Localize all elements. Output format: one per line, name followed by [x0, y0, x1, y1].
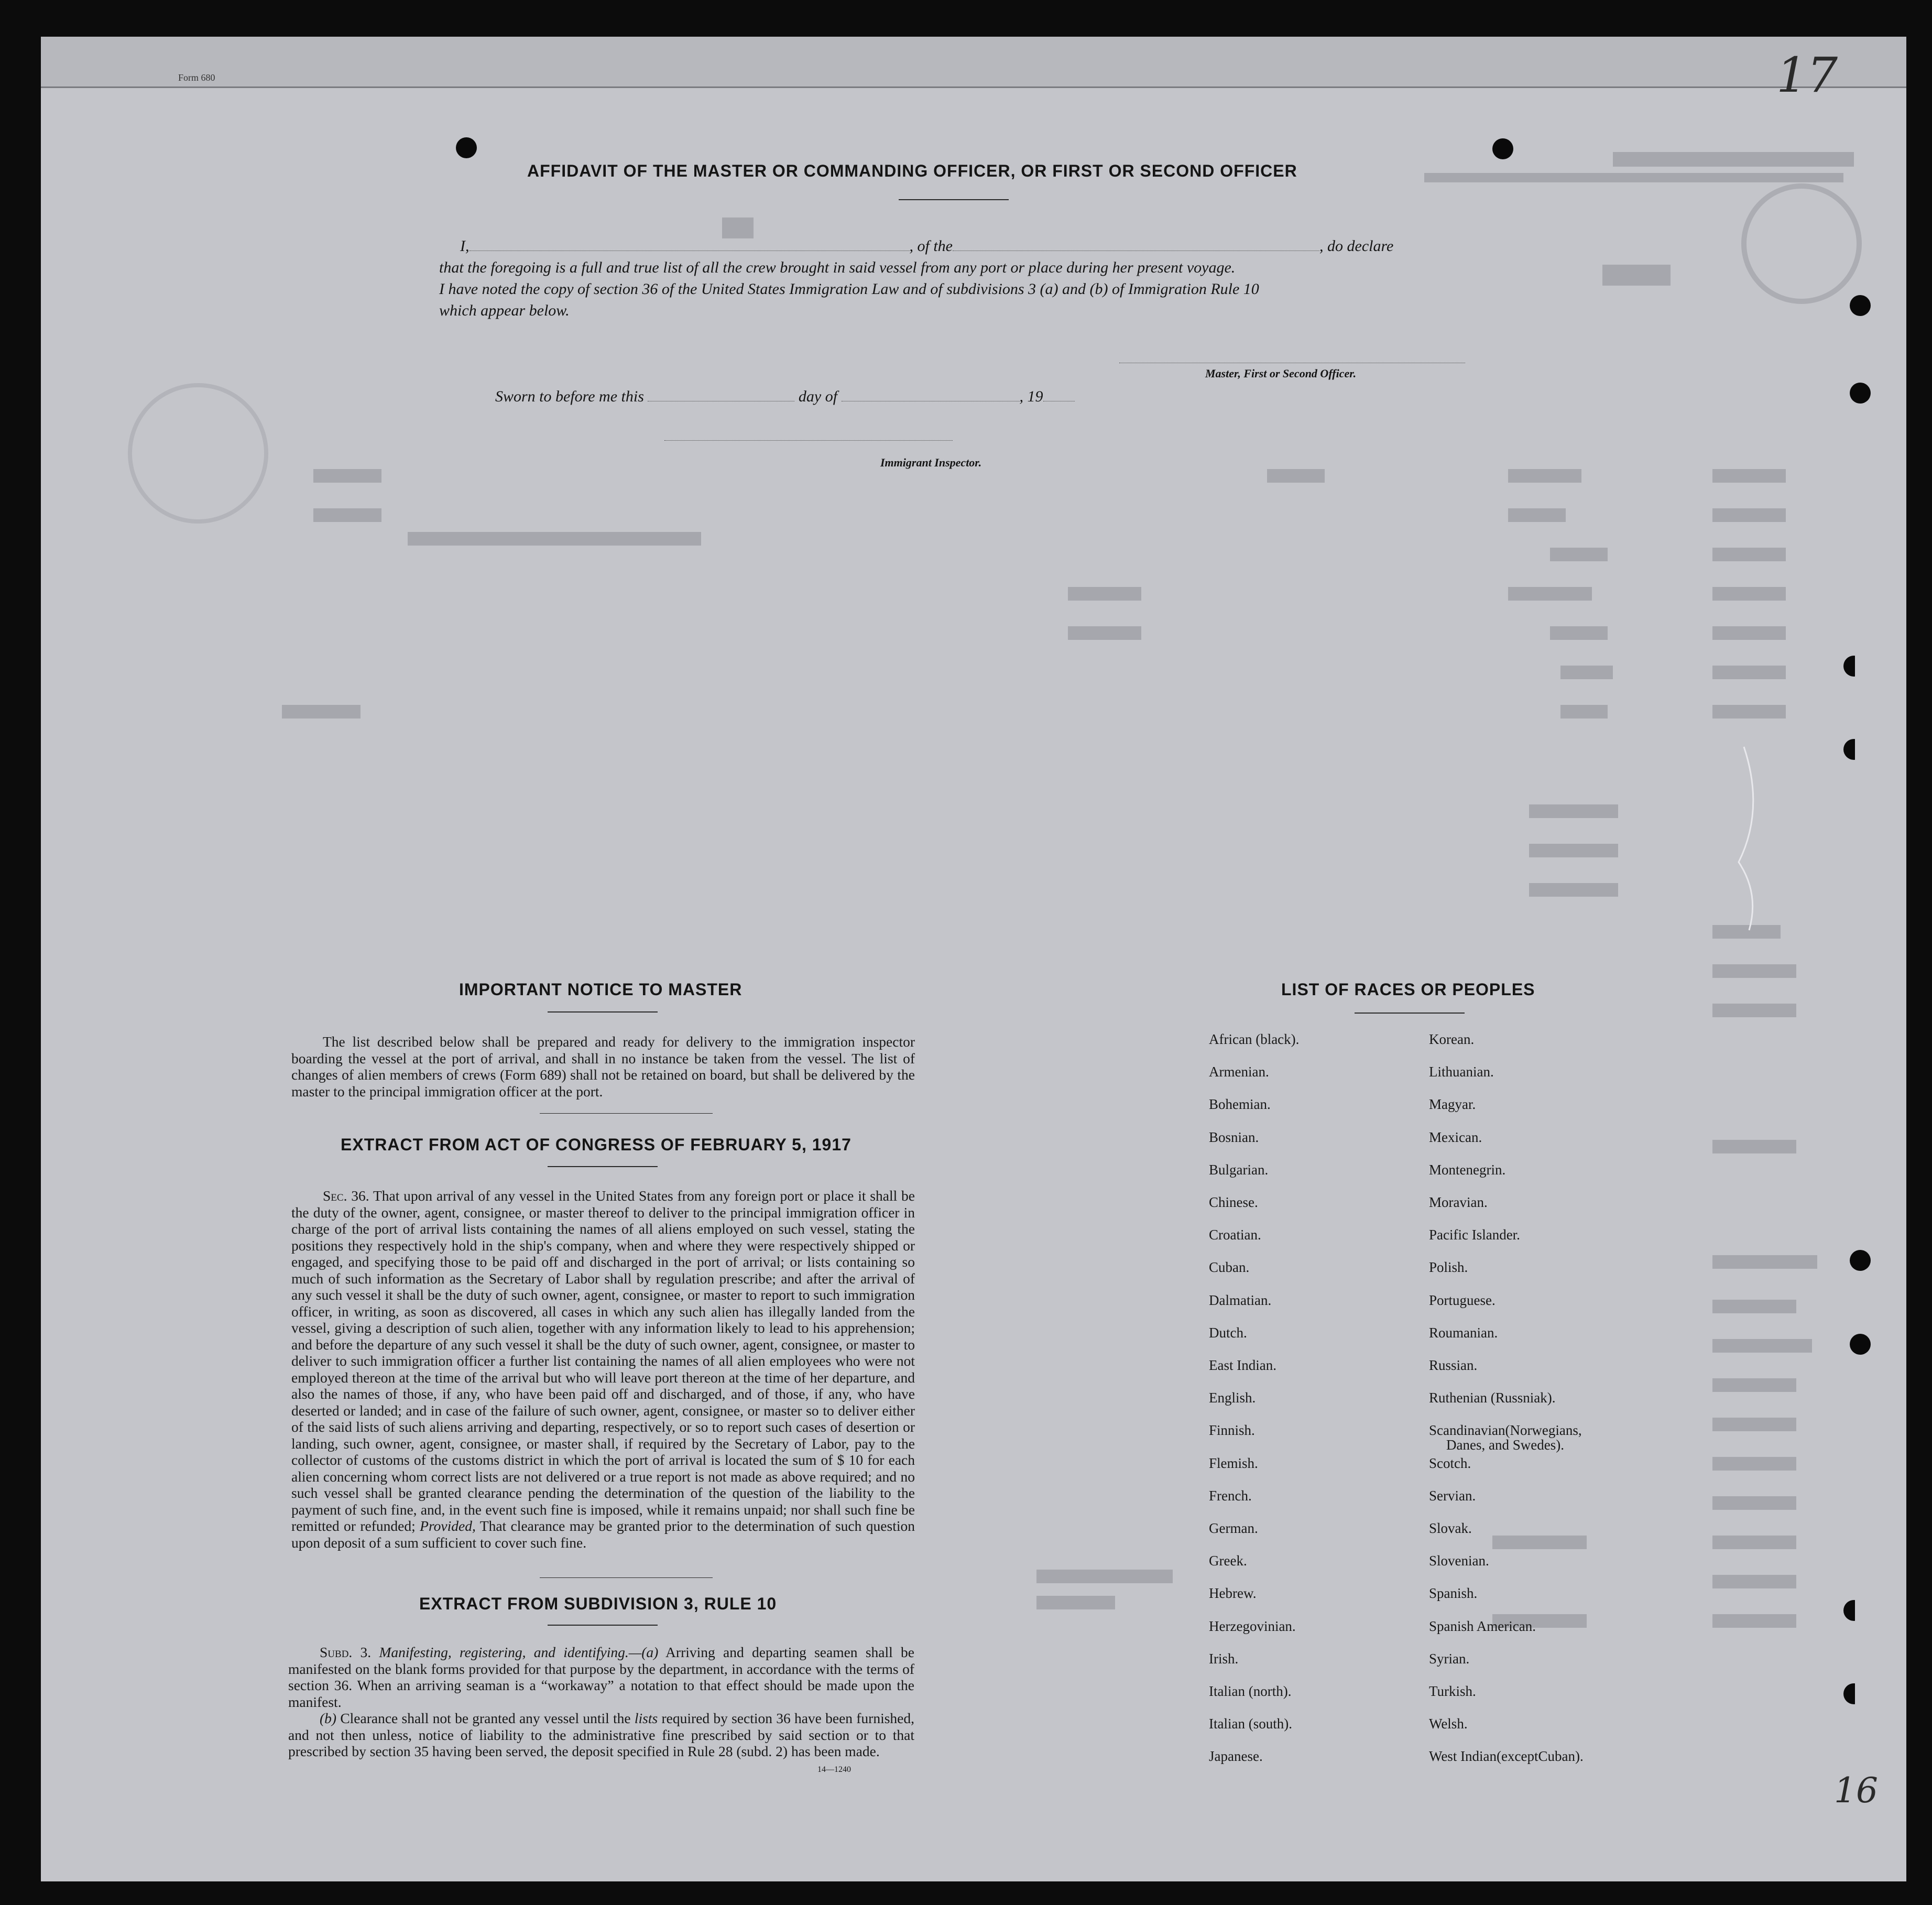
race-item: Chinese.: [1209, 1194, 1258, 1210]
ghost-mark: [1712, 1255, 1817, 1269]
form-code: 14—1240: [817, 1765, 851, 1774]
divider: [540, 1577, 713, 1578]
year-prefix: , 19: [1019, 388, 1043, 405]
notice-title: IMPORTANT NOTICE TO MASTER: [459, 980, 743, 999]
day-field[interactable]: [648, 385, 794, 401]
race-item: Slovak.: [1429, 1520, 1472, 1536]
ghost-mark: [1424, 173, 1843, 182]
race-item: German.: [1209, 1520, 1258, 1536]
ghost-mark: [1712, 964, 1796, 978]
vessel-field[interactable]: [953, 235, 1319, 251]
inspector-label: Immigrant Inspector.: [880, 456, 982, 469]
ghost-mark: [1529, 844, 1618, 857]
race-item: Dalmatian.: [1209, 1292, 1272, 1308]
ghost-mark: [1529, 804, 1618, 818]
rule10-b-label: (b): [320, 1710, 337, 1726]
race-item: Pacific Islander.: [1429, 1227, 1520, 1243]
rule10-subd-heading: Manifesting, registering, and identifying.—(a): [379, 1644, 659, 1660]
race-item: Japanese.: [1209, 1748, 1263, 1764]
race-item: Welsh.: [1429, 1716, 1468, 1732]
handwritten-page-number: 17: [1776, 47, 1838, 103]
race-item: English.: [1209, 1390, 1256, 1406]
ghost-scribble: [1739, 747, 1753, 930]
ghost-mark: [1712, 508, 1786, 522]
affidavit-i: I,: [460, 237, 470, 255]
act-text: That upon arrival of any vessel in the United States from any foreign port or place it shall be the duty of the owner, agent, consignee, or master thereof to deliver to the principal immigration officer in charge of the port of arrival lists containing the names of all aliens employed on such vessel, stating the positions they respectively hold in the ship's company, when and where they were respectively shipped or engaged, and specifying those to be paid off and discharged in the port of arrival; or lists containing so much of such information as the Secretary of Labor shall by regulation prescribe; and after the arrival of any such vessel it shall be the duty of such owner, agent, consignee, or master to report to such immigration officer, in writing, as soon as discovered, all cases in which any such alien has illegally landed from the vessel, giving a description of such alien, together with any information likely to lead to his apprehension; and before the departure of any such vessel it shall be the duty of such owner, agent, consignee, or master to deliver to such immigration officer a further list containing the names of all alien employees who were not employed thereon at the time of the arrival but who will leave port thereon at the time of her departure, and also the names of those, if any, who have been paid off and discharged, and of those, if any, who have deserted or landed; and in case of the failure of such owner, agent, consignee, or master so to deliver either of the said lists of such aliens arriving and departing, respectively, or so to report such cases of desertion or landing, such owner, agent, consignee, or master shall, if required by the Secretary of Labor, pay to the collector of customs of the customs district in which the port of arrival is located the sum of $ 10 for each alien concerning whom correct lists are not delivered or a true report is not made as above required; and no such vessel shall be granted clearance pending the determination of the question of the liability to the payment of such fine, and, in the event such fine is imposed, while it remains unpaid; nor shall such fine be remitted or refunded;: [291, 1188, 915, 1534]
ghost-mark: [1712, 1004, 1796, 1017]
rule10-title: EXTRACT FROM SUBDIVISION 3, RULE 10: [419, 1594, 777, 1613]
ghost-mark: [1036, 1570, 1173, 1583]
race-item: Moravian.: [1429, 1194, 1488, 1210]
rule10-para-a-text: Arriving and departing seamen shall be manifested on the blank forms provided for that purpose by the department, in accordance with the terms of section 36. When an arriving seaman is a “workaway” a notation to that effect should be made upon the manifest.: [288, 1644, 914, 1710]
rule10-b-text-2: required by section 36 have been furnished, and not then unless, notice of liability to the administrative fine prescribed by said section or to that prescribed by section 35 having been served, the deposit specified in Rule 28 (subd. 2) has been made.: [288, 1710, 915, 1759]
act-title: EXTRACT FROM ACT OF CONGRESS OF FEBRUARY 5, 1917: [341, 1135, 852, 1154]
race-item: Cuban.: [1209, 1259, 1250, 1275]
race-item: Finnish.: [1209, 1422, 1255, 1438]
divider: [1355, 1013, 1465, 1014]
race-item: Turkish.: [1429, 1683, 1476, 1699]
ghost-mark: [1068, 626, 1141, 640]
ghost-mark: [408, 532, 701, 546]
ghost-mark: [313, 469, 381, 483]
ghost-mark: [1712, 1418, 1796, 1431]
inspector-signature-line[interactable]: [664, 440, 953, 441]
race-item: Syrian.: [1429, 1651, 1470, 1667]
sworn-prefix: Sworn to before me this: [495, 388, 644, 405]
ghost-stamp: [130, 385, 266, 521]
ghost-mark: [1508, 587, 1592, 601]
race-item: Herzegovinian.: [1209, 1618, 1296, 1634]
ghost-mark: [1550, 626, 1608, 640]
affidavit-line-4: which appear below.: [439, 302, 570, 319]
ghost-stamp: [1744, 186, 1859, 301]
race-item: Hebrew.: [1209, 1585, 1257, 1601]
ghost-mark: [1550, 548, 1608, 561]
race-item: Danes, and Swedes).: [1446, 1437, 1564, 1453]
act-text-end: That clearance may be granted prior to the determination of such question upon deposit of a sum sufficient to cover such fine.: [291, 1518, 915, 1551]
name-field[interactable]: [470, 235, 910, 251]
ghost-mark: [1712, 587, 1786, 601]
master-signature-label: Master, First or Second Officer.: [1205, 367, 1357, 380]
ghost-mark: [1712, 1140, 1796, 1153]
ghost-mark: [1529, 883, 1618, 897]
ghost-mark: [1712, 469, 1786, 483]
divider: [899, 199, 1009, 200]
binder-hole: [1843, 1683, 1864, 1704]
ghost-mark: [1036, 1596, 1115, 1609]
race-item: African (black).: [1209, 1031, 1300, 1047]
ghost-mark: [1613, 152, 1854, 167]
race-item: Greek.: [1209, 1553, 1247, 1569]
ghost-mark: [1712, 925, 1781, 939]
race-item: Spanish American.: [1429, 1618, 1536, 1634]
race-item: Scotch.: [1429, 1455, 1471, 1471]
race-item: Montenegrin.: [1429, 1162, 1506, 1178]
race-item: Italian (south).: [1209, 1716, 1292, 1732]
sworn-line: [495, 385, 1075, 407]
act-sec-label: Sec. 36.: [323, 1188, 369, 1204]
act-body: [291, 1188, 915, 1551]
ghost-mark: [1508, 469, 1581, 483]
affidavit-do-declare: , do declare: [1319, 237, 1394, 255]
ghost-mark: [1712, 1496, 1796, 1510]
affidavit-of-the: , of the: [909, 237, 953, 255]
affidavit-line-3: I have noted the copy of section 36 of the United States Immigration Law and of subdivisions 3 (a) and (b) of Immigration Rule 10: [439, 280, 1259, 298]
ghost-mark: [1560, 666, 1613, 679]
ghost-mark: [1712, 666, 1786, 679]
act-provided: Provided,: [420, 1518, 476, 1534]
ghost-mark: [1712, 1614, 1796, 1628]
ghost-mark: [1267, 469, 1325, 483]
sheet-top-fold: [41, 37, 1906, 88]
day-of: day of: [798, 388, 838, 405]
race-item: Ruthenian (Russniak).: [1429, 1390, 1556, 1406]
handwritten-page-number-bottom: 16: [1834, 1770, 1878, 1811]
affidavit-line-1: [439, 235, 1393, 257]
rule10-b-lists: lists: [634, 1710, 658, 1726]
divider: [548, 1625, 658, 1626]
ghost-mark: [1068, 587, 1141, 601]
ghost-mark: [1712, 548, 1786, 561]
ghost-mark: [1712, 1457, 1796, 1471]
divider: [548, 1166, 658, 1167]
ghost-mark: [1712, 626, 1786, 640]
race-item: Polish.: [1429, 1259, 1468, 1275]
ghost-mark: [1712, 1575, 1796, 1588]
race-item: West Indian(exceptCuban).: [1429, 1748, 1584, 1764]
race-item: Dutch.: [1209, 1325, 1247, 1341]
ghost-mark: [1492, 1536, 1587, 1549]
divider: [540, 1113, 713, 1114]
rule10-para-a: [288, 1644, 914, 1710]
race-item: Bohemian.: [1209, 1096, 1271, 1112]
race-item: Italian (north).: [1209, 1683, 1292, 1699]
race-item: Roumanian.: [1429, 1325, 1498, 1341]
race-item: Russian.: [1429, 1357, 1478, 1373]
rule10-subd-label: Subd. 3.: [320, 1644, 372, 1660]
race-item: Irish.: [1209, 1651, 1239, 1667]
races-title: LIST OF RACES OR PEOPLES: [1281, 980, 1535, 999]
race-item: Scandinavian(Norwegians,: [1429, 1422, 1582, 1438]
race-item: Korean.: [1429, 1031, 1475, 1047]
race-item: East Indian.: [1209, 1357, 1276, 1373]
ghost-mark: [1508, 508, 1566, 522]
ghost-mark: [1712, 705, 1786, 719]
race-item: Bulgarian.: [1209, 1162, 1269, 1178]
affidavit-title: AFFIDAVIT OF THE MASTER OR COMMANDING OFFICER, OR FIRST OR SECOND OFFICER: [527, 161, 1297, 180]
rule10-b-text-1: Clearance shall not be granted any vessel until the: [340, 1710, 631, 1726]
race-item: Lithuanian.: [1429, 1064, 1494, 1080]
race-item: French.: [1209, 1488, 1252, 1504]
ghost-mark: [313, 508, 381, 522]
ghost-mark: [1712, 1536, 1796, 1549]
race-item: Armenian.: [1209, 1064, 1269, 1080]
ghost-mark: [1712, 1300, 1796, 1313]
race-item: Magyar.: [1429, 1096, 1476, 1112]
race-item: Bosnian.: [1209, 1129, 1259, 1145]
race-item: Croatian.: [1209, 1227, 1261, 1243]
form-label: Form 680: [178, 72, 215, 83]
ghost-mark: [1712, 1378, 1796, 1392]
race-item: Flemish.: [1209, 1455, 1258, 1471]
race-item: Servian.: [1429, 1488, 1476, 1504]
divider: [548, 1011, 658, 1013]
notice-body: The list described below shall be prepared and ready for delivery to the immigration inspector boarding the vessel at the port of arrival, and shall in no instance be taken from the vessel. The list of changes of alien members of crews (Form 689) shall not be retained on board, but shall be delivered by the master to the principal immigration officer at the port.: [291, 1033, 915, 1100]
ghost-mark: [1712, 1339, 1812, 1353]
race-item: Portuguese.: [1429, 1292, 1496, 1308]
ghost-mark: [1602, 265, 1671, 286]
race-item: Spanish.: [1429, 1585, 1478, 1601]
ghost-mark: [1560, 705, 1608, 719]
ghost-mark: [282, 705, 361, 719]
race-item: Mexican.: [1429, 1129, 1482, 1145]
affidavit-line-2: that the foregoing is a full and true list of all the crew brought in said vessel from any port or place during her present voyage.: [439, 259, 1236, 276]
month-field[interactable]: [842, 385, 1020, 401]
year-field[interactable]: [1043, 385, 1075, 401]
race-item: Slovenian.: [1429, 1553, 1489, 1569]
rule10-para-b: [288, 1710, 914, 1760]
